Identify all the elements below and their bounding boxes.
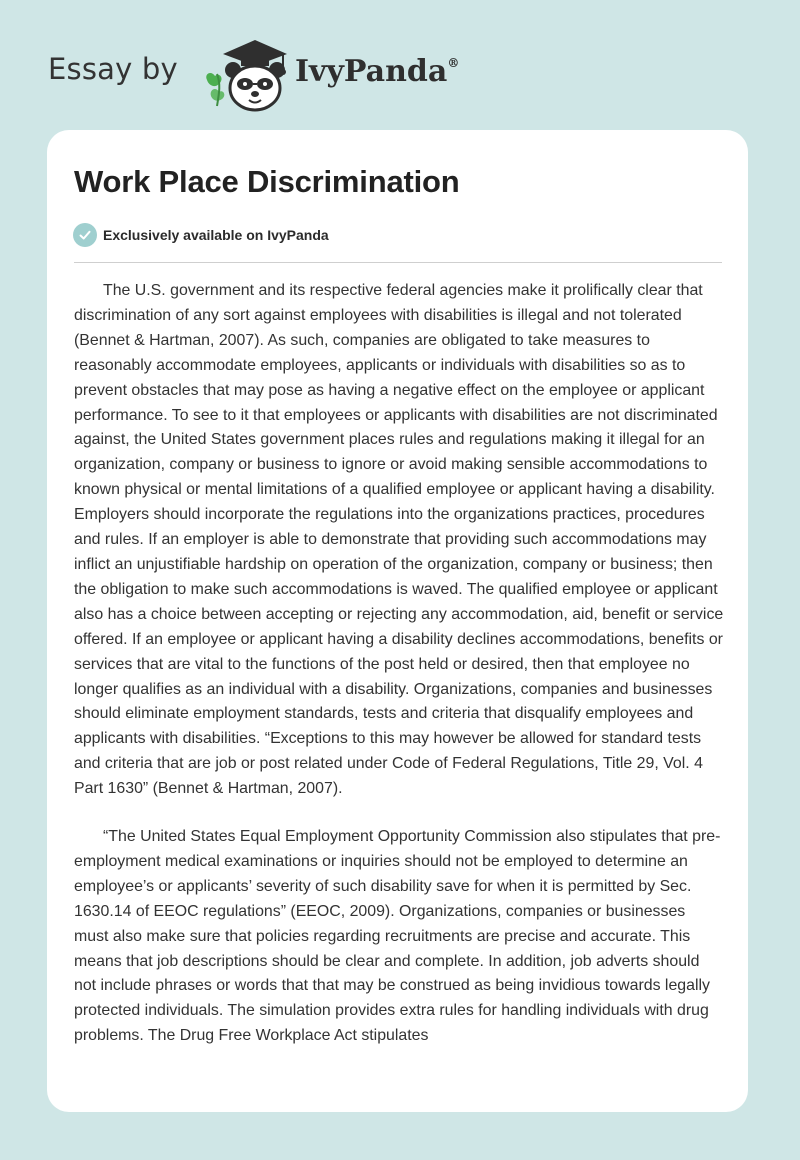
panda-mascot-icon (203, 34, 293, 114)
ivypanda-logo[interactable] (203, 34, 503, 114)
site-header (48, 34, 508, 114)
divider (74, 262, 722, 263)
registered-mark: ® (447, 56, 460, 70)
essay-by-label: Essay by (48, 52, 178, 86)
exclusive-badge (73, 222, 329, 248)
essay-paragraph-2: “The United States Equal Employment Opportunity Commission also stipulates that pre-employment medical examinations or inquiries should not be employed to determine an employee’s or applicants’ severity of such disability save for when it is permitted by Sec. 1630.14 of EEOC regulations” (EEOC, 2009). Organizations, companies or businesses must also make sure that policies regarding recruitments are precise and accurate. This means that job descriptions should be clear and complete. In addition, job adverts should not include phrases or words that that may be construed as being invidious towards legally protected individuals. The simulation provides extra rules for handling individuals with drug problems. The Drug Free Workplace Act stipulates (74, 828, 721, 1045)
essay-card (47, 130, 748, 1112)
essay-body (74, 279, 724, 1072)
brand-text: IvyPanda (295, 54, 448, 89)
exclusive-badge-text: Exclusively available on IvyPanda (103, 227, 329, 243)
page-title: Work Place Discrimination (74, 164, 460, 199)
checkmark-icon (73, 223, 97, 247)
essay-paragraph-1: The U.S. government and its respective federal agencies make it prolifically clear that discrimination of any sort against employees with disabilities is illegal and not tolerated (Bennet & Hartman, 2007). As such, companies are obligated to take measures to reasonably accommodate employees, applicants or individuals with disabilities so as to prevent obstacles that may pose as having a negative effect on the employee or applicant performance. To see to it that employees or applicants with disabilities are not discriminated against, the United States government places rules and regulations making it illegal for an organization, company or business to ignore or avoid making sensible accommodations to known physical or mental limitations of a qualified employee or applicant having a disability. Employers should incorporate the regulations into the organizations practices, procedures and rules. If an employer is able to demonstrate that providing such accommodations may inflict an unjustifiable hardship on operation of the organization, company or business; then the obligation to make such accommodations is waved. The qualified employee or applicant also has a choice between accepting or rejecting any accommodation, aid, benefit or service offered. If an employee or applicant having a disability declines accommodations, benefits or services that are vital to the functions of the post held or desired, then that employee no longer qualifies as an individual with a disability. Organizations, companies and businesses should eliminate employment standards, tests and criteria that disqualify employees and applicants with disabilities. “Exceptions to this may however be allowed for standard tests and criteria that are job or post related under Code of Federal Regulations, Title 29, Vol. 4 Part 1630” (Bennet & Hartman, 2007). (74, 282, 724, 798)
brand-name (295, 54, 459, 89)
